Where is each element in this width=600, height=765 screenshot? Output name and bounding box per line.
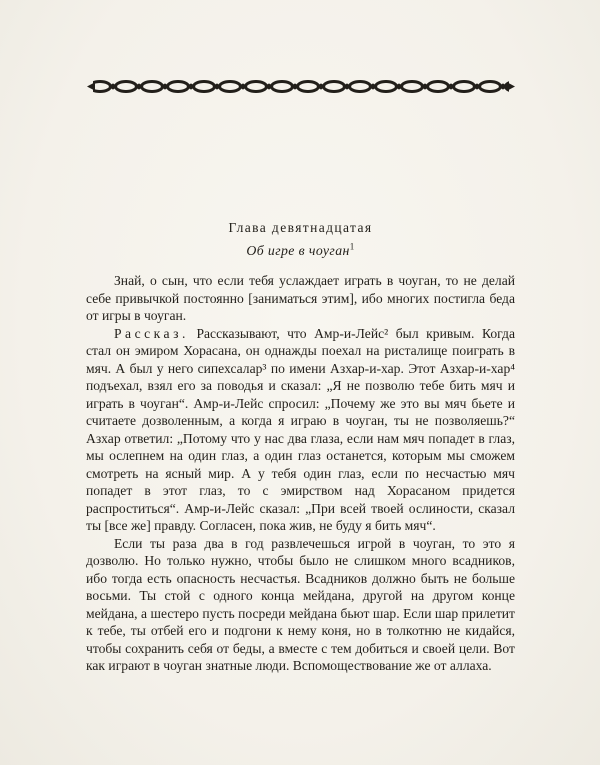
chain-ornament-icon (87, 79, 515, 94)
body-text (86, 272, 515, 675)
story-lead-word: Рассказ. (114, 325, 189, 341)
chapter-heading: Глава девятнадцатая (228, 220, 373, 235)
story-text: Рассказывают, что Амр-и-Лейс² был кривым. Когда стал он эмиром Хорасана, он однажды поехал на ристалище поиграть в мяч. А был у него сипехсалар³ по имени Азхар-и-хар. Этот Азхар-и-хар⁴ подъехал, взял его за поводья и сказал: „Я не позволю тебе бить мяч и играть в чоуган“. Амр-и-Лейс спросил: „Почему же это вы мяч бьете и считаете дозволенным, а когда я играю в чоуган, ты не позволяешь?“ Азхар ответил: „Потому что у нас два глаза, если нам мяч попадет в глаз, мы ослепнем на один глаз, а один глаз останется, которым мы сможем смотреть на ясный мир. А у тебя один глаз, если по несчастью мяч попадет в этот глаз, то с эмирством над Хорасаном придется распроститься“. Амр-и-Лейс сказал: „При всей твоей ослиности, сказал ты [все же] правду. Согласен, пока жив, не буду я бить мяч“. (86, 325, 515, 533)
paragraph-story (86, 325, 515, 535)
chapter-subtitle (86, 243, 515, 259)
paragraph-intro: Знай, о сын, что если тебя услаждает играть в чоуган, то не делай себе привычкой постоянно [заниматься этим], ибо многих постигла беда от игры в чоуган. (86, 273, 515, 323)
paragraph-advice: Если ты раза два в год развлечешься игрой в чоуган, то это я дозволю. Но только нужно, чтобы было не слишком много всадников, ибо тогда есть опасность несчастья. Всадников должно быть не больше восьми. Ты стой с одного конца мейдана, другой на другом конце мейдана, а шестеро пусть посреди мейдана бьют шар. Если шар прилетит к тебе, ты отбей его и подгони к нему коня, но в толкотню не кидайся, чтобы сохранить себя от беды, а вместе с тем добиться и своей цели. Вот как играют в чоуган знатные люди. Вспомоществование же от аллаха. (86, 535, 515, 673)
chain-band-ornament (86, 78, 515, 94)
chapter-subtitle-text: Об игре в чоуган (246, 243, 350, 258)
footnote-mark: 1 (349, 241, 355, 252)
